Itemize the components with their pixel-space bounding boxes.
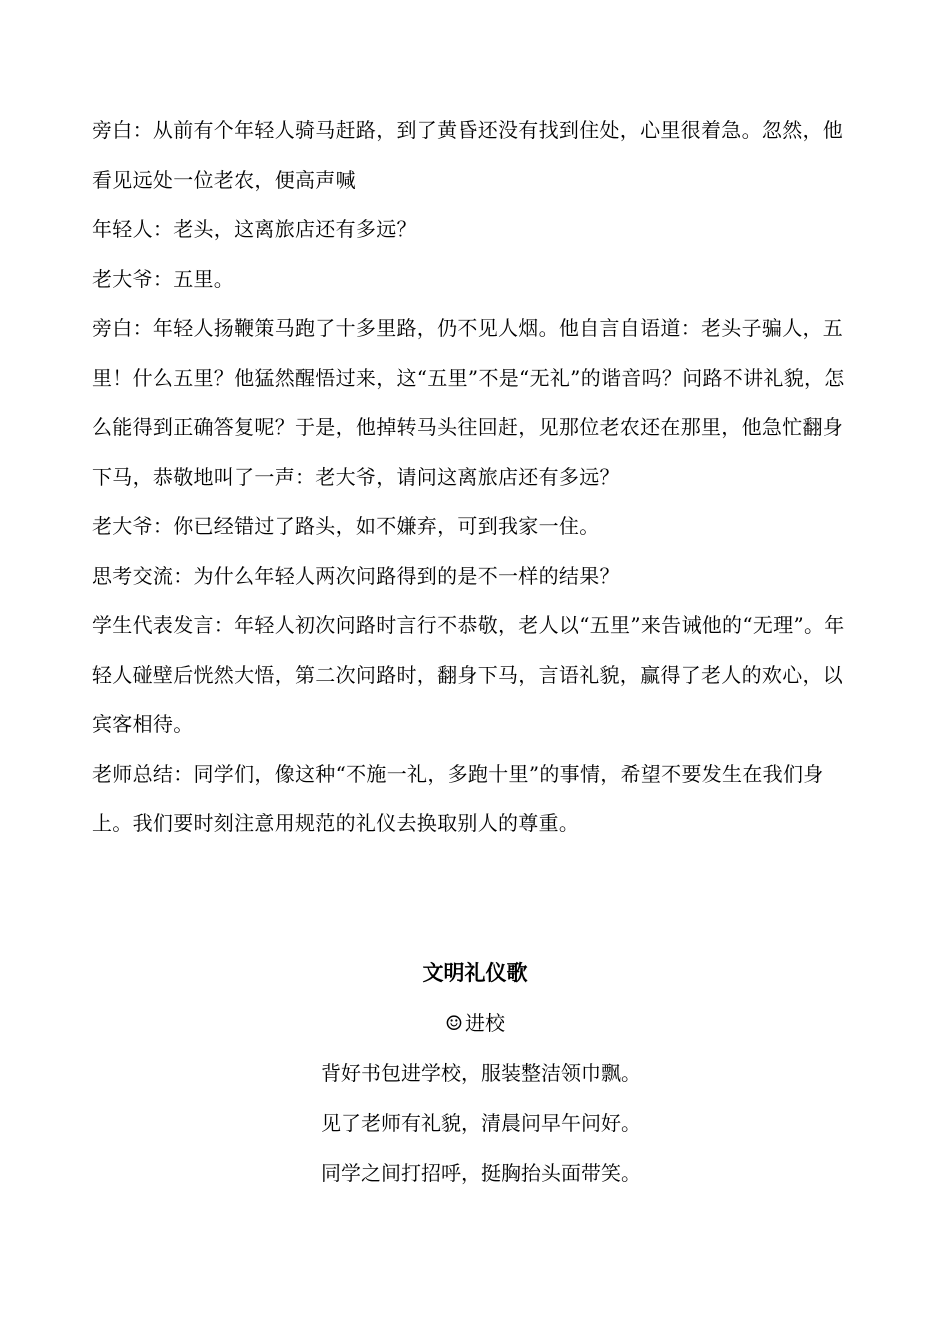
teacher-summary: 老师总结：同学们，像这种“不施一礼，多跑十里”的事情，希望不要发生在我们身上。我们要时刻注意用规范的礼仪去换取别人的尊重。 (92, 761, 824, 835)
poem-line: 见了老师有礼貌，清晨问早午问好。 (321, 1111, 641, 1135)
old-man-line: 老大爷：你已经错过了路头，如不嫌弃，可到我家一住。 (92, 514, 600, 538)
poem-section-heading (0, 998, 950, 1048)
poem-section-title: 进校 (464, 1011, 505, 1035)
poem-line: 背好书包进学校，服装整洁领巾飘。 (321, 1061, 641, 1085)
narration-paragraph: 旁白：年轻人扬鞭策马跑了十多里路，仍不见人烟。他自言自语道：老头子骗人，五里！什么五里？他猛然醒悟过来，这“五里”不是“无礼”的谐音吗？问路不讲礼貌，怎么能得到正确答复呢？于是，他掉转马头往回赶，见那位老农还在那里，他急忙翻身下马，恭敬地叫了一声：老大爷，请问这离旅店还有多远？ (92, 316, 845, 489)
old-man-line: 老大爷：五里。 (92, 266, 235, 291)
narration-paragraph: 旁白：从前有个年轻人骑马赶路，到了黄昏还没有找到住处，心里很着急。忽然，他看见远处一位老农，便高声喊 (92, 118, 844, 192)
dialogue-section (92, 106, 860, 849)
poem-line: 同学之间打招呼，挺胸抬头面带笑。 (321, 1161, 641, 1185)
etiquette-song (0, 948, 950, 1198)
discussion-question: 思考交流：为什么年轻人两次问路得到的是不一样的结果？ (92, 563, 620, 588)
student-response: 学生代表发言：年轻人初次问路时言行不恭敬，老人以“五里”来告诫他的“无理”。年轻人碰壁后恍然大悟，第二次问路时，翻身下马，言语礼貌，赢得了老人的欢心，以宾客相待。 (92, 613, 845, 736)
smiley-face-icon: ☺ (445, 1011, 463, 1035)
poem-title: 文明礼仪歌 (422, 961, 528, 985)
young-man-line: 年轻人：老头，这离旅店还有多远？ (92, 217, 417, 241)
